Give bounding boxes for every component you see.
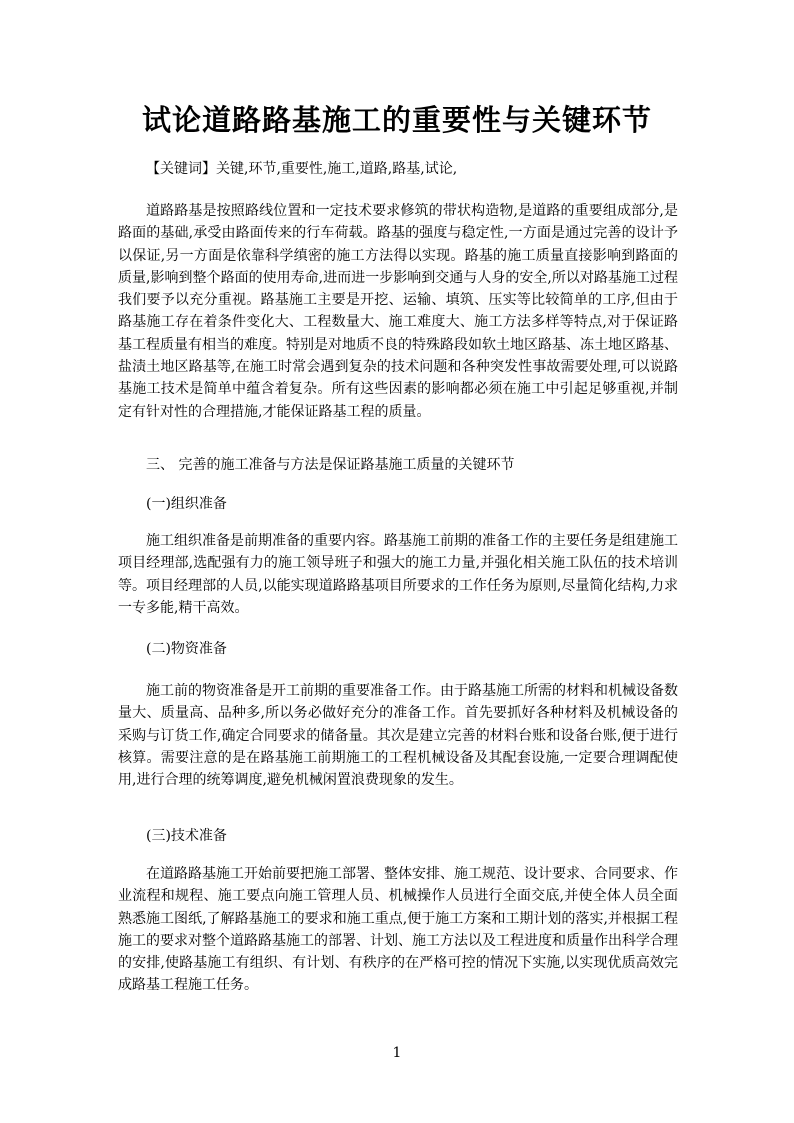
intro-paragraph: 道路路基是按照路线位置和一定技术要求修筑的带状构造物,是道路的重要组成部分,是路面的基础,承受由路面传来的行车荷载。路基的强度与稳定性,一方面是通过完善的设计予以保证,另一方面是依靠科学缜密的施工方法得以实现。路基的施工质量直接影响到路面的质量,影响到整个路面的使用寿命,进而进一步影响到交通与人身的安全,所以对路基施工过程我们要予以充分重视。路基施工主要是开挖、运输、填筑、压实等比较简单的工序,但由于路基施工存在着条件变化大、工程数量大、施工难度大、施工方法多样等特点,对于保证路基工程质量有相当的难度。特别是对地质不良的特殊路段如软土地区路基、冻土地区路基、盐渍土地区路基等,在施工时常会遇到复杂的技术问题和各种突发性事故需要处理,可以说路基施工技术是简单中蕴含着复杂。所有这些因素的影响都必须在施工中引起足够重视,并制定有针对性的合理措施,才能保证路基工程的质量。 xyxy=(118,203,678,420)
document-title: 试论道路路基施工的重要性与关键环节 xyxy=(141,103,652,137)
paragraph-technical: 在道路路基施工开始前要把施工部署、整体安排、施工规范、设计要求、合同要求、作业流程和规程、施工要点向施工管理人员、机械操作人员进行全面交底,并使全体人员全面熟悉施工图纸,了解路基施工的要求和施工重点,便于施工方案和工期计划的落实,并根据工程施工的要求对整个道路路基施工的部署、计划、施工方法以及工程进度和质量作出科学合理的安排,使路基施工有组织、有计划、有秩序的在严格可控的情况下实施,以实现优质高效完成路基工程施工任务。 xyxy=(118,866,678,994)
subsection-heading-materials: (二)物资准备 xyxy=(146,641,227,657)
page-number: 1 xyxy=(392,1045,402,1061)
subsection-heading-organization: (一)组织准备 xyxy=(146,496,227,512)
keywords-line: 【关键词】关键,环节,重要性,施工,道路,路基,试论, xyxy=(146,161,458,177)
section-heading: 三、 完善的施工准备与方法是保证路基施工质量的关键环节 xyxy=(146,457,515,473)
paragraph-materials: 施工前的物资准备是开工前期的重要准备工作。由于路基施工所需的材料和机械设备数量大、质量高、品种多,所以务必做好充分的准备工作。首先要抓好各种材料及机械设备的采购与订货工作,确定合同要求的储备量。其次是建立完善的材料台账和设备台账,便于进行核算。需要注意的是在路基施工前期施工的工程机械设备及其配套设施,一定要合理调配使用,进行合理的统筹调度,避免机械闲置浪费现象的发生。 xyxy=(118,683,678,789)
paragraph-organization: 施工组织准备是前期准备的重要内容。路基施工前期的准备工作的主要任务是组建施工项目经理部,选配强有力的施工领导班子和强大的施工力量,并强化相关施工队伍的技术培训等。项目经理部的人员,以能实现道路路基项目所要求的工作任务为原则,尽量简化结构,力求一专多能,精干高效。 xyxy=(118,533,678,616)
subsection-heading-technical: (三)技术准备 xyxy=(146,828,227,844)
